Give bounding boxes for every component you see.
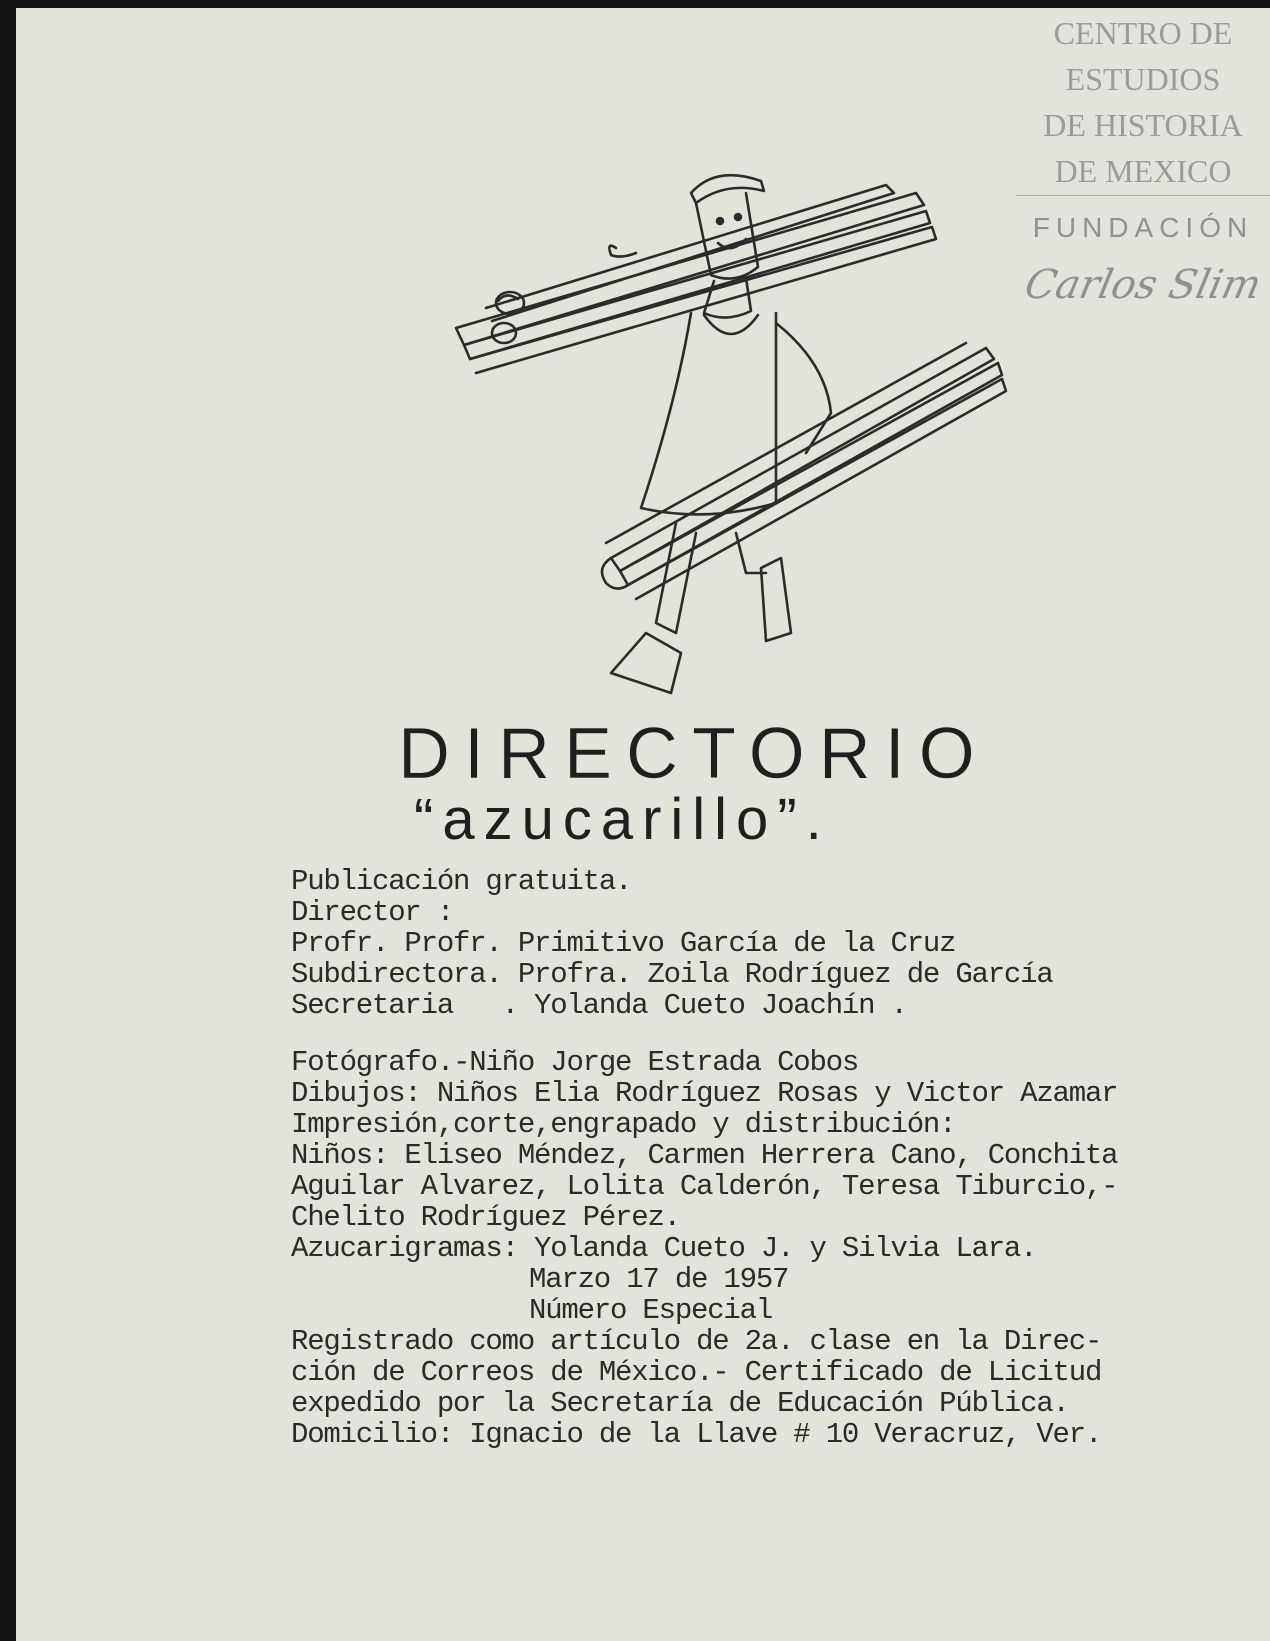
impresion-line: Impresión,corte,engrapado y distribución: xyxy=(291,1108,956,1141)
watermark-divider xyxy=(1016,195,1270,196)
watermark-signature-logo: Carlos Slim xyxy=(1020,262,1266,308)
director-name: Profr. Profr. Primitivo García de la Cruz xyxy=(291,927,956,960)
ninos-line-2: Aguilar Alvarez, Lolita Calderón, Teresa Tiburcio,- xyxy=(291,1170,1118,1203)
watermark-foundation: FUNDACIÓN xyxy=(1032,212,1254,243)
registro-line-2: ción de Correos de México.- Certificado de Licitud xyxy=(291,1356,1102,1389)
director-label: Director : xyxy=(291,896,454,929)
issue-number: Número Especial xyxy=(529,1294,773,1327)
domicilio-line: Domicilio: Ignacio de la Llave # 10 Veracruz, Ver. xyxy=(291,1418,1102,1451)
ninos-line-1: Niños: Eliseo Méndez, Carmen Herrera Cano, Conchita xyxy=(291,1139,1118,1172)
registro-line-1: Registrado como artículo de 2a. clase en la Direc- xyxy=(291,1325,1102,1358)
watermark-institution: CENTRO DE ESTUDIOS DE HISTORIA DE MEXICO xyxy=(1043,15,1243,189)
credits-block xyxy=(291,866,1270,1450)
worker-carrying-pipes-illustration xyxy=(446,163,1046,723)
azucarigramas-line: Azucarigramas: Yolanda Cueto J. y Silvia Lara. xyxy=(291,1232,1037,1265)
issue-date: Marzo 17 de 1957 xyxy=(529,1263,789,1296)
publication-note: Publicación gratuita. xyxy=(291,865,632,898)
secretaria-line: Secretaria . Yolanda Cueto Joachín . xyxy=(291,989,907,1022)
document-title: DIRECTORIO xyxy=(398,714,989,794)
fotografo-line: Fotógrafo.-Niño Jorge Estrada Cobos xyxy=(291,1046,859,1079)
ninos-line-3: Chelito Rodríguez Pérez. xyxy=(291,1201,680,1234)
spacer xyxy=(291,1021,1270,1047)
subdirectora-line: Subdirectora. Profra. Zoila Rodríguez de García xyxy=(291,958,1053,991)
publication-name: “azucarillo”. xyxy=(414,787,831,852)
document-page xyxy=(16,8,1270,1641)
dibujos-line: Dibujos: Niños Elia Rodríguez Rosas y Victor Azamar xyxy=(291,1077,1118,1110)
registro-line-3: expedido por la Secretaría de Educación Pública. xyxy=(291,1387,1069,1420)
archive-watermark xyxy=(1016,8,1270,328)
